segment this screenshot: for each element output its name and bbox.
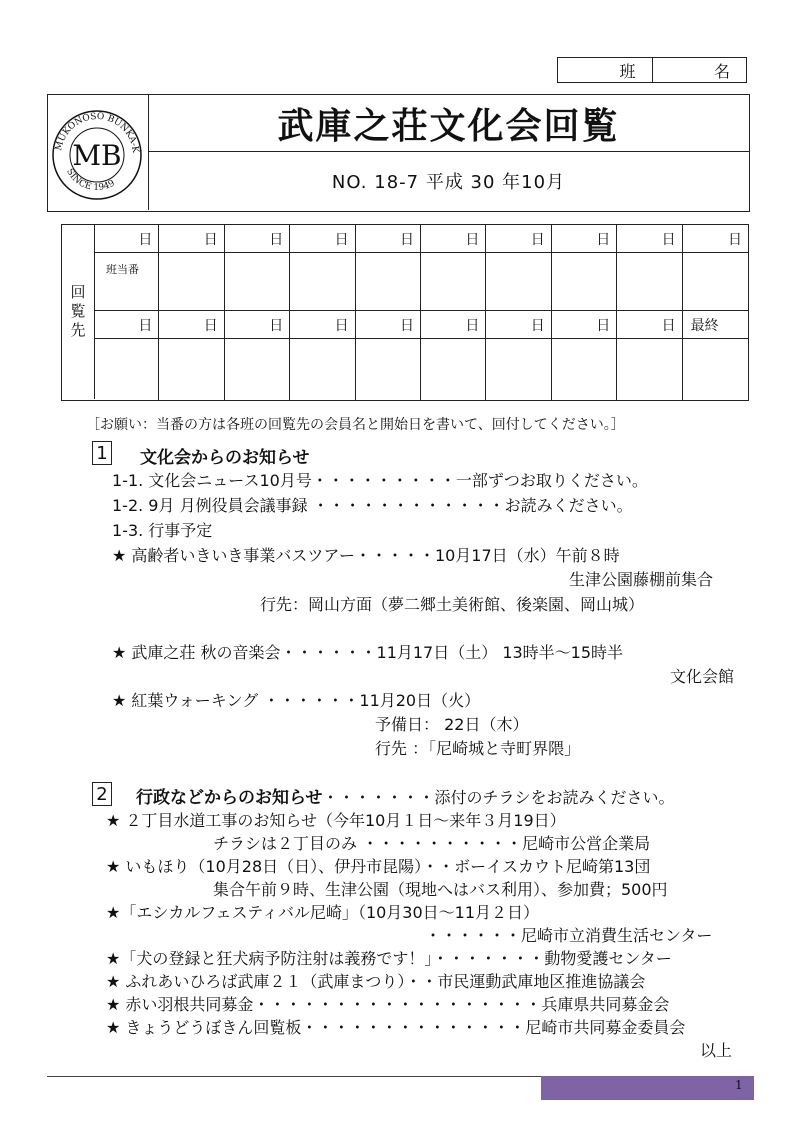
final-cell: 最終 — [683, 311, 748, 339]
section1-item-3: 1-3. 行事予定 — [112, 521, 213, 540]
circulation-label: 回覧先 — [68, 283, 87, 341]
logo-ring-text-top: MUKONOSO BUNKA-K — [54, 111, 140, 154]
event-walking: ★ 紅葉ウォーキング ・・・・・・11月20日（火） — [112, 691, 481, 710]
page-title: 武庫之荘文化会回覧 — [277, 105, 620, 147]
day-cell: 日 — [486, 225, 551, 253]
member-cell — [486, 253, 551, 311]
logo-cell — [48, 95, 149, 210]
day-cell: 日 — [159, 311, 224, 339]
section2-heading: 行政などからのお知らせ — [136, 788, 323, 808]
day-cell: 日 — [94, 311, 159, 339]
member-cell — [356, 339, 421, 400]
member-cell — [683, 253, 748, 311]
section1-heading: 文化会からのお知らせ — [140, 448, 310, 468]
day-cell: 日 — [356, 225, 421, 253]
section1-item-2: 1-2. 9月 月例役員会議事録 ・・・・・・・・・・・・お読みください。 — [112, 496, 633, 515]
member-cell — [617, 339, 682, 400]
member-cell — [94, 253, 159, 311]
day-cell: 日 — [225, 311, 290, 339]
title-row — [148, 95, 749, 152]
day-cell: 日 — [94, 225, 159, 253]
footer-bar — [541, 1076, 754, 1100]
section1-item-1: 1-1. 文化会ニュース10月号・・・・・・・・・一部ずつお取りください。 — [112, 471, 648, 490]
notice-water-works: ★ ２丁目水道工事のお知らせ（今年10月１日～来年３月19日） — [106, 811, 566, 830]
day-cell: 日 — [159, 225, 224, 253]
header-box — [47, 94, 750, 212]
event-concert: ★ 武庫之荘 秋の音楽会・・・・・・11月17日（土） 13時半～15時半 — [112, 643, 624, 662]
section1-number: 1 — [92, 441, 112, 465]
member-cell — [552, 339, 617, 400]
notice-red-feather: ★ 赤い羽根共同募金・・・・・・・・・・・・・・・・・・兵庫県共同募金会 — [106, 995, 670, 1014]
circulation-table — [61, 224, 749, 401]
member-cell — [225, 339, 290, 400]
day-cell: 日 — [421, 225, 486, 253]
member-cell — [290, 253, 355, 311]
day-cell: 日 — [552, 311, 617, 339]
day-cell: 日 — [617, 311, 682, 339]
member-cell — [617, 253, 682, 311]
notice-water-works-detail: チラシは２丁目のみ ・・・・・・・・・・尼崎市公営企業局 — [213, 834, 651, 853]
day-cell: 日 — [225, 225, 290, 253]
day-cell: 日 — [683, 225, 748, 253]
event-walking-backup: 予備日： 22日（木） — [375, 715, 529, 734]
event-walking-destination: 行先 ：「尼崎城と寺町界隈」 — [375, 739, 581, 758]
page-number: 1 — [735, 1078, 743, 1092]
name-label: 名 — [713, 61, 730, 81]
issue-number: NO. 18-7 平成 30 年10月 — [331, 172, 566, 193]
notice-ethical-festival: ★「エシカルフェスティバル尼崎」（10月30日～11月２日） — [106, 903, 540, 922]
member-cell — [159, 339, 224, 400]
event-bus-tour: ★ 高齢者いきいき事業バスツアー・・・・・10月17日（水）午前８時 — [112, 546, 620, 565]
event-bus-tour-meeting: 生津公園藤棚前集合 — [569, 570, 714, 589]
member-cell — [421, 253, 486, 311]
notice-potato-digging-detail: 集合午前９時、生津公園（現地へはバス利用）、参加費；500円 — [213, 880, 668, 899]
member-cell — [421, 339, 486, 400]
closing-mark: 以上 — [700, 1041, 733, 1060]
member-cell — [290, 339, 355, 400]
member-cell — [356, 253, 421, 311]
event-concert-venue: 文化会館 — [670, 667, 735, 686]
logo-ring-text-bottom: SINCE 1949 — [64, 167, 117, 194]
circulation-label-cell — [62, 225, 95, 399]
member-cell — [683, 339, 748, 400]
day-cell: 日 — [290, 225, 355, 253]
request-note: ［お願い：当番の方は各班の回覧先の会員名と開始日を書いて、回付してください。］ — [86, 417, 625, 433]
section2-heading-row — [136, 783, 675, 808]
member-cell — [552, 253, 617, 311]
mb-logo — [48, 95, 146, 209]
day-cell: 日 — [356, 311, 421, 339]
notice-ethical-festival-org: ・・・・・・尼崎市立消費生活センター — [425, 926, 713, 945]
circulation-grid — [94, 225, 748, 400]
day-cell: 日 — [552, 225, 617, 253]
logo-monogram: MB — [72, 139, 122, 172]
section2-heading-suffix: ・・・・・・・添付のチラシをお読みください。 — [322, 788, 675, 807]
member-cell — [159, 253, 224, 311]
member-cell — [486, 339, 551, 400]
member-cell — [225, 253, 290, 311]
day-cell: 日 — [617, 225, 682, 253]
member-cell — [94, 339, 159, 400]
group-name-box — [557, 57, 747, 83]
group-label: 班 — [558, 58, 653, 82]
event-bus-tour-destination: 行先：岡山方面（夢二郷土美術館、後楽園、岡山城） — [260, 595, 645, 614]
notice-mukou-festival: ★ ふれあいひろば武庫２１（武庫まつり）・・市民運動武庫地区推進協議会 — [106, 972, 646, 991]
section2-number: 2 — [92, 782, 112, 806]
notice-potato-digging: ★ いもほり（10月28日（日）、伊丹市昆陽）・・ボーイスカウト尼崎第13団 — [106, 857, 651, 876]
notice-dog-registration: ★「犬の登録と狂犬病予防注射は義務です！」・・・・・・・動物愛護センター — [106, 949, 672, 968]
day-cell: 日 — [486, 311, 551, 339]
day-cell: 日 — [290, 311, 355, 339]
day-cell: 日 — [421, 311, 486, 339]
duty-label: 班当番 — [106, 263, 139, 276]
notice-community-chest: ★ きょうどうぼきん回覧板・・・・・・・・・・・・・・尼崎市共同募金委員会 — [106, 1018, 686, 1037]
